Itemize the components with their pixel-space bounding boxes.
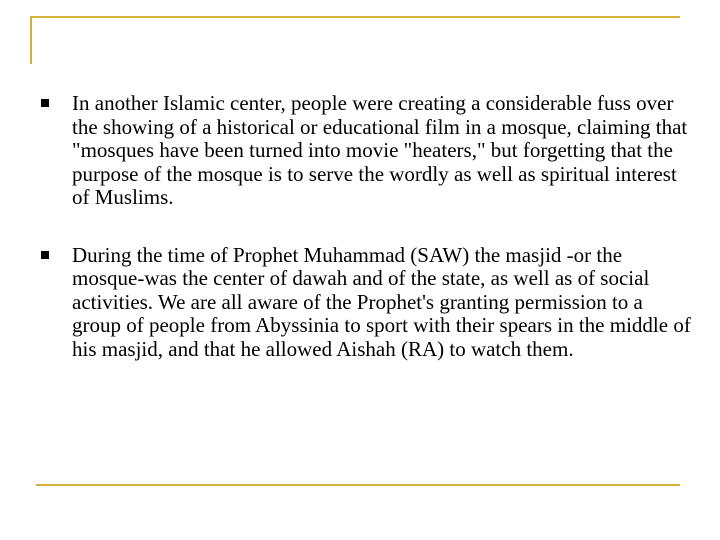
square-bullet-icon xyxy=(41,251,49,259)
top-accent-rule xyxy=(30,16,680,18)
left-accent-rule xyxy=(30,16,32,64)
bullet-text: During the time of Prophet Muhammad (SAW) the masjid -or the mosque-was the center of dawah and of the state, as well as of social activities. We are all aware of the Prophet's granting permission to a group of people from Abyssinia to sport with their spears in the middle of his masjid, and that he allowed Aishah (RA) to watch them. xyxy=(72,242,691,361)
bullet-item xyxy=(34,92,694,210)
square-bullet-icon xyxy=(41,99,49,107)
bullet-text: In another Islamic center, people were creating a considerable fuss over the showing of a historical or educational film in a mosque, claiming that "mosques have been turned into movie "heaters," but forgetting that the purpose of the mosque is to serve the wordly as well as spiritual interest of Muslims. xyxy=(72,91,688,209)
bullet-item xyxy=(34,244,694,362)
bottom-accent-rule xyxy=(36,484,680,486)
bullet-list xyxy=(34,92,694,361)
